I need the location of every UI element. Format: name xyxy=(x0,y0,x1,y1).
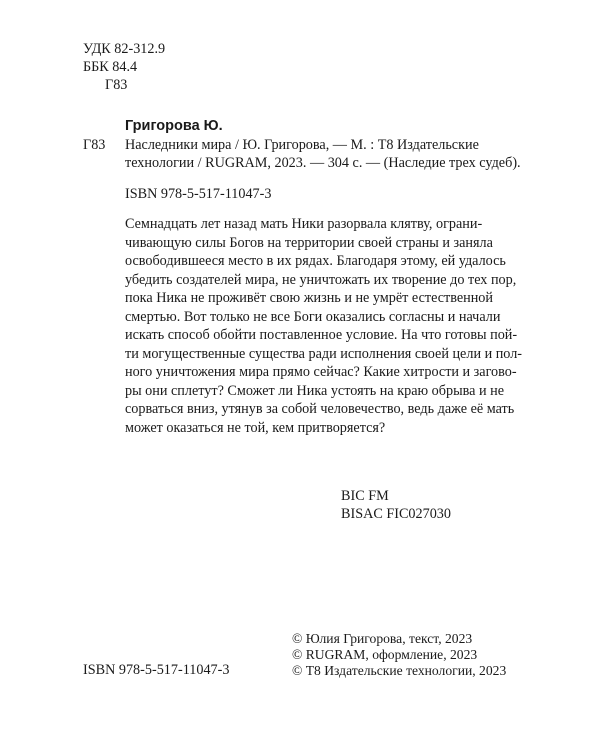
bisac-code: BISAC FIC027030 xyxy=(341,506,451,522)
copyright-publisher: © Т8 Издательские технологии, 2023 xyxy=(292,663,507,678)
bbk-code: ББК 84.4 xyxy=(83,59,138,75)
entry-author-mark: Г83 xyxy=(83,137,106,153)
annotation-line: смертью. Вот только не все Боги оказались согласны и начали xyxy=(125,309,501,325)
footer-isbn: ISBN 978-5-517-11047-3 xyxy=(83,662,230,678)
udk-code: УДК 82-312.9 xyxy=(83,41,166,57)
annotation-line: ры они сплетут? Сможет ли Ника устоять на краю обрыва и не xyxy=(125,383,504,399)
annotation-line: ного уничтожения мира прямо сейчас? Какие хитрости и загово- xyxy=(125,364,517,380)
copyright-design: © RUGRAM, оформление, 2023 xyxy=(292,647,478,662)
annotation-line: ти могущественные существа ради исполнения своей цели и пол- xyxy=(125,346,523,362)
annotation-line: сорваться вниз, утянув за собой человечество, ведь даже её мать xyxy=(125,401,515,417)
classification-block xyxy=(83,40,165,94)
annotation-line: искать способ обойти поставленное условие. На что готовы пой- xyxy=(125,327,518,343)
annotation-line: убедить создателей мира, не уничтожать их творение до тех пор, xyxy=(125,272,517,288)
annotation-line: пока Ника не проживёт свою жизнь и не умрёт естественной xyxy=(125,290,493,306)
author-mark-top: Г83 xyxy=(105,77,128,93)
annotation-line: Семнадцать лет назад мать Ники разорвала клятву, ограни- xyxy=(125,216,483,232)
annotation-line: чивающую силы Богов на территории своей страны и заняла xyxy=(125,235,493,251)
entry-description-line-2: технологии / RUGRAM, 2023. — 304 с. — (Наследие трех судеб). xyxy=(125,155,521,171)
bic-code: BIC FM xyxy=(341,488,389,504)
entry-description-line-1: Наследники мира / Ю. Григорова, — М. : Т8 Издательские xyxy=(125,137,479,153)
entry-isbn: ISBN 978-5-517-11047-3 xyxy=(125,186,272,202)
entry-author: Григорова Ю. xyxy=(125,118,223,134)
annotation-line: может оказаться не той, кем притворяется? xyxy=(125,420,386,436)
annotation-line: освободившееся место в их рядах. Благодаря этому, ей удалось xyxy=(125,253,506,269)
copyright-author: © Юлия Григорова, текст, 2023 xyxy=(292,631,473,646)
